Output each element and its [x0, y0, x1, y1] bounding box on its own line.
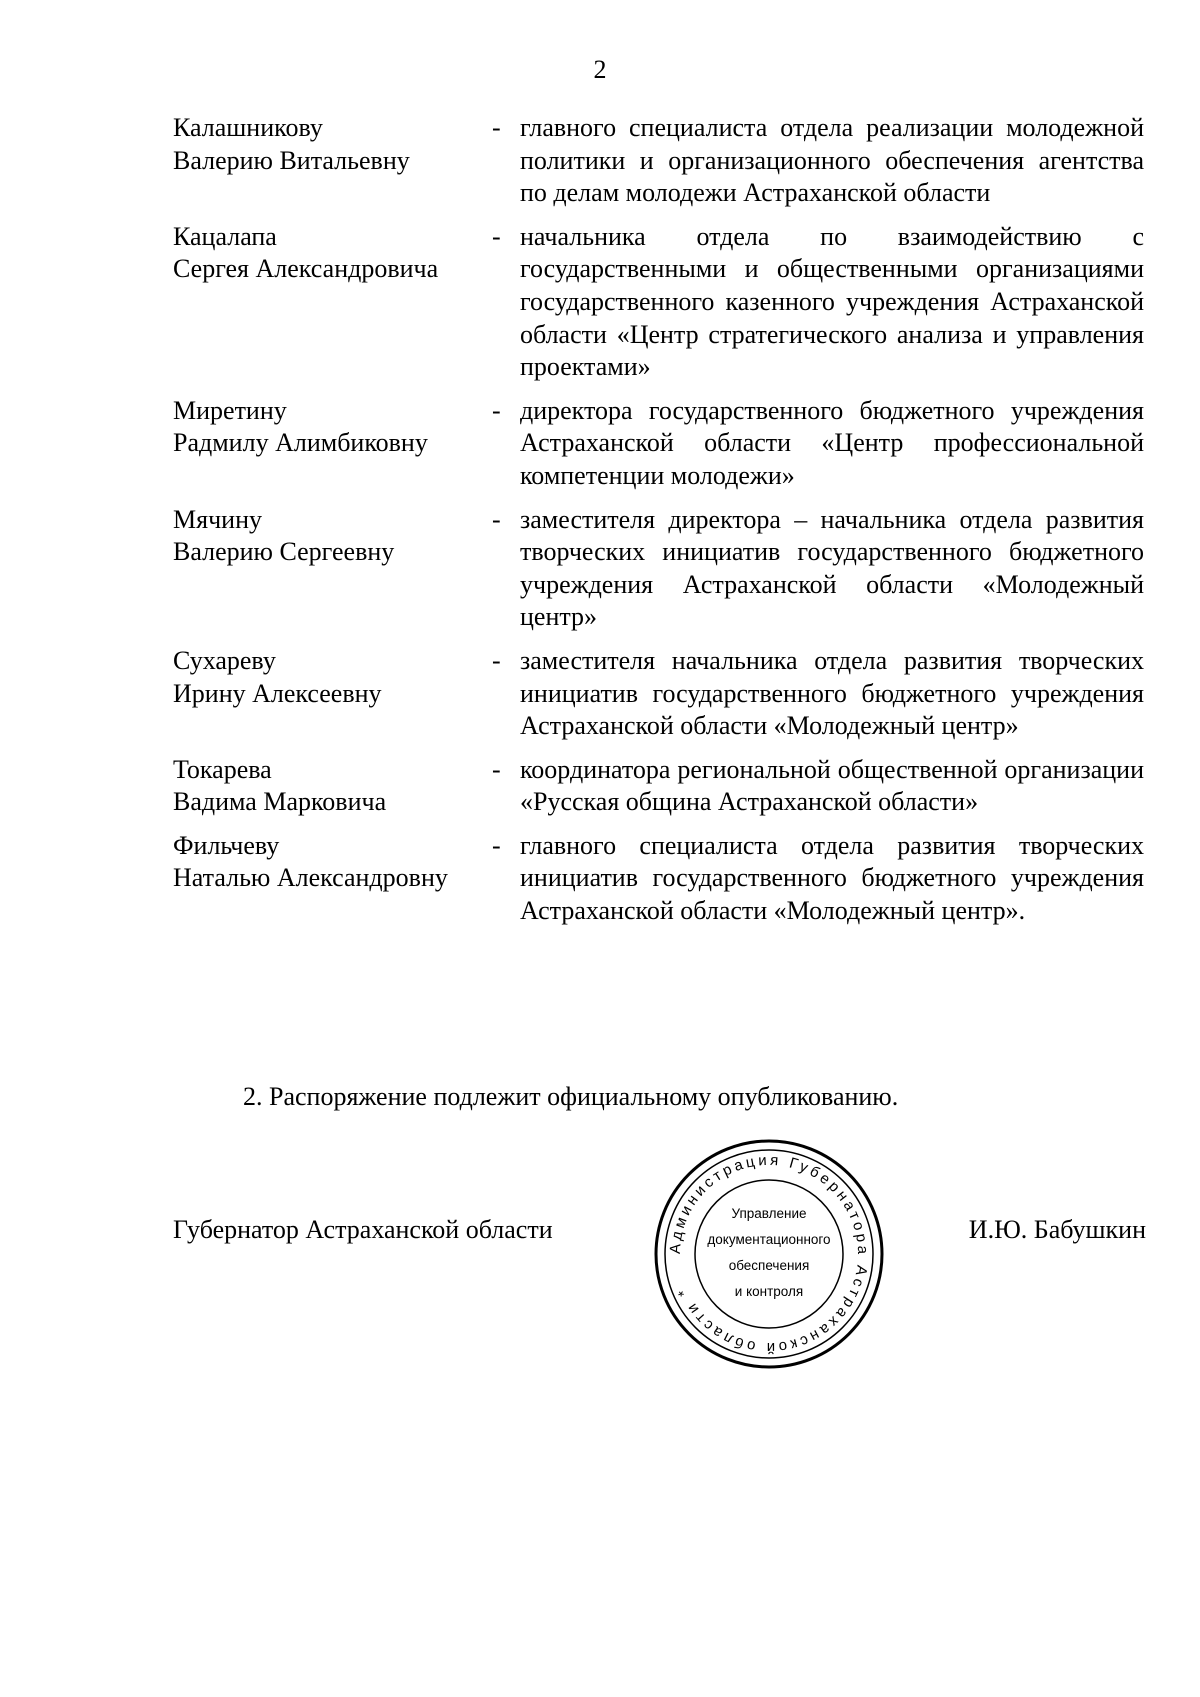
- appointee-surname: Сухареву: [173, 645, 276, 675]
- appointee-given-names: Радмилу Алимбиковну: [173, 428, 428, 458]
- appointee-name: [173, 112, 490, 177]
- svg-text:Администрация Губернатора Астр: Администрация Губернатора Астраханской области *: [666, 1151, 872, 1357]
- seal-line: документационного: [707, 1232, 831, 1247]
- appointee-given-names: Ирину Алексеевну: [173, 678, 382, 708]
- appointee-entry: [173, 504, 1147, 634]
- appointee-position: начальника отдела по взаимодействию с государственными и общественными организациями государственного казенного учреждения Астраханской области «Центр стратегического анализа и управления проектами»: [520, 221, 1144, 382]
- seal-line: Управление: [731, 1206, 807, 1221]
- appointee-entry: [173, 221, 1147, 384]
- entry-dash: -: [492, 830, 501, 860]
- appointee-position: координатора региональной общественной организации «Русская община Астраханской области»: [520, 754, 1144, 817]
- signatory-title: Губернатор Астраханской области: [173, 1215, 553, 1244]
- seal-line: обеспечения: [728, 1258, 810, 1273]
- appointee-position: заместителя директора – начальника отдела развития творческих инициатив государственного бюджетного учреждения Астраханской области «Молодежный центр»: [520, 504, 1144, 632]
- appointee-position: директора государственного бюджетного учреждения Астраханской области «Центр профессиональной компетенции молодежи»: [520, 395, 1144, 490]
- appointee-surname: Фильчеву: [173, 830, 280, 860]
- appointee-given-names: Наталью Александровну: [173, 863, 448, 893]
- appointee-entry: [173, 112, 1147, 210]
- appointee-given-names: Вадима Марковича: [173, 787, 387, 817]
- appointee-name: [173, 395, 490, 460]
- appointee-surname: Кацалапа: [173, 221, 277, 251]
- signatory-name: И.Ю. Бабушкин: [968, 1215, 1146, 1244]
- seal-line: и контроля: [734, 1284, 804, 1299]
- appointee-name: [173, 754, 490, 819]
- appointee-surname: Мячину: [173, 504, 262, 534]
- appointee-name: [173, 504, 490, 569]
- appointee-entry: [173, 645, 1147, 743]
- appointee-list: [173, 112, 1147, 939]
- page-number: 2: [593, 55, 607, 84]
- appointee-given-names: Валерию Сергеевну: [173, 537, 395, 567]
- appointee-position: заместителя начальника отдела развития творческих инициатив государственного бюджетного учреждения Астраханской области «Молодежный центр»: [520, 645, 1144, 741]
- entry-dash: -: [492, 754, 501, 784]
- appointee-position: главного специалиста отдела реализации молодежной политики и организационного обеспечения агентства по делам молодежи Астраханской области: [520, 113, 1144, 208]
- appointee-given-names: Валерию Витальевну: [173, 145, 410, 175]
- official-seal: [653, 1138, 885, 1370]
- appointee-surname: Миретину: [173, 395, 287, 425]
- appointee-entry: [173, 754, 1147, 819]
- appointee-surname: Токарева: [173, 754, 272, 784]
- appointee-name: [173, 830, 490, 895]
- appointee-given-names: Сергея Александровича: [173, 254, 439, 284]
- entry-dash: -: [492, 504, 501, 534]
- publication-clause: 2. Распоряжение подлежит официальному опубликованию.: [243, 1082, 899, 1111]
- entry-dash: -: [492, 395, 501, 425]
- appointee-surname: Калашникову: [173, 113, 323, 142]
- seal-center-text: [699, 1201, 839, 1305]
- entry-dash: -: [492, 221, 501, 251]
- appointee-position: главного специалиста отдела развития творческих инициатив государственного бюджетного учреждения Астраханской области «Молодежный центр».: [520, 830, 1144, 926]
- appointee-entry: [173, 830, 1147, 928]
- appointee-name: [173, 221, 490, 286]
- entry-dash: -: [492, 113, 501, 142]
- appointee-entry: [173, 395, 1147, 493]
- entry-dash: -: [492, 645, 501, 675]
- appointee-name: [173, 645, 490, 710]
